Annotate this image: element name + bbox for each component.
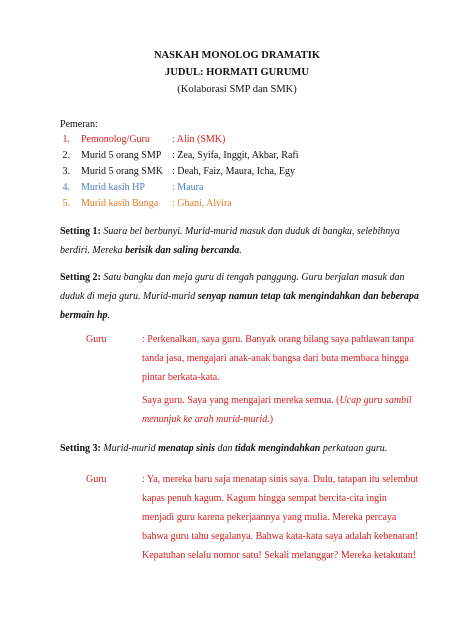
setting-text: Suara bel berbunyi. Murid-murid masuk dan duduk di bangku, selebihnya berdiri. Mereka: [60, 226, 400, 256]
cast-role: Murid kasih HP: [81, 182, 145, 193]
cast-actors: : Zea, Syifa, Inggit, Akbar, Rafi: [172, 150, 299, 161]
cast-role: Murid kasih Bunga: [81, 198, 159, 209]
cast-actors: : Maura: [172, 182, 204, 193]
setting-emphasis: senyap namun tetap tak mengindahkan dan beberapa bermain hp: [60, 291, 419, 321]
cast-label: Pemeran:: [60, 119, 98, 130]
setting-text-end: .: [239, 245, 242, 256]
setting-emphasis: tidak mengindahkan: [235, 443, 321, 454]
dialog-line: : Ya, mereka baru saja menatap sinis saya. Dulu, tatapan itu selembut kapas penuh kagum. Kagum hingga sempat bercita-cita ingin menjadi guru karena pekerjaannya yang mulia. Mereka percaya bahwa guru tahu segalanya. Bahwa kata-kata saya adalah kebenaran! Kepatuhan selalu nomor satu! Sekali melanggar? Mereka ketakutan!: [142, 474, 419, 561]
cast-actors: : Ghani, Alvira: [172, 198, 232, 209]
cast-number: 1.: [62, 134, 70, 145]
dialog-speaker: Guru: [86, 334, 107, 345]
setting-text: perkataan guru.: [320, 443, 388, 454]
setting-text: dan: [215, 443, 236, 454]
cast-number: 4.: [62, 182, 70, 193]
setting-label: Setting 1:: [60, 226, 101, 237]
setting-2: [60, 268, 420, 325]
cast-actors: : Deah, Faiz, Maura, Icha, Egy: [172, 166, 296, 177]
cast-role: Murid 5 orang SMP: [81, 150, 162, 161]
dialog-line-2: [142, 391, 420, 429]
collaboration-note: (Kolaborasi SMP dan SMK): [177, 84, 297, 95]
setting-label: Setting 2:: [60, 272, 101, 283]
stage-direction: Ucap guru sambil menunjuk ke arah murid-murid: [142, 395, 412, 425]
dialog-text: Saya guru. Saya yang mengajari mereka semua. (: [142, 395, 340, 406]
dialog-text-end: .): [267, 414, 274, 425]
cast-number: 3.: [62, 166, 70, 177]
cast-role: Pemonolog/Guru: [81, 134, 150, 145]
setting-emphasis: berisik dan saling bercanda: [125, 245, 240, 256]
cast-number: 5.: [62, 198, 70, 209]
cast-actors: : Alin (SMK): [172, 134, 226, 145]
dialog-line: : Perkenalkan, saya guru. Banyak orang bilang saya pahlawan tanpa tanda jasa, mengajari anak-anak bangsa dari buta membaca hingga pintar berkata-kata.: [142, 334, 414, 383]
cast-number: 2.: [62, 150, 70, 161]
setting-emphasis: menatap sinis: [158, 443, 216, 454]
setting-label: Setting 3:: [60, 443, 101, 454]
setting-text: Satu bangku dan meja guru di tengah panggung. Guru berjalan masuk dan duduk di meja guru. Murid-murid: [60, 272, 405, 302]
setting-text-end: .: [107, 310, 111, 321]
setting-text: Murid-murid: [100, 443, 159, 454]
script-title: NASKAH MONOLOG DRAMATIK: [153, 50, 321, 61]
cast-role: Murid 5 orang SMK: [81, 166, 163, 177]
dialog-speaker: Guru: [86, 474, 107, 485]
setting-3: [60, 439, 420, 458]
script-subtitle: JUDUL: HORMATI GURUMU: [165, 67, 309, 78]
setting-1: [60, 222, 420, 260]
